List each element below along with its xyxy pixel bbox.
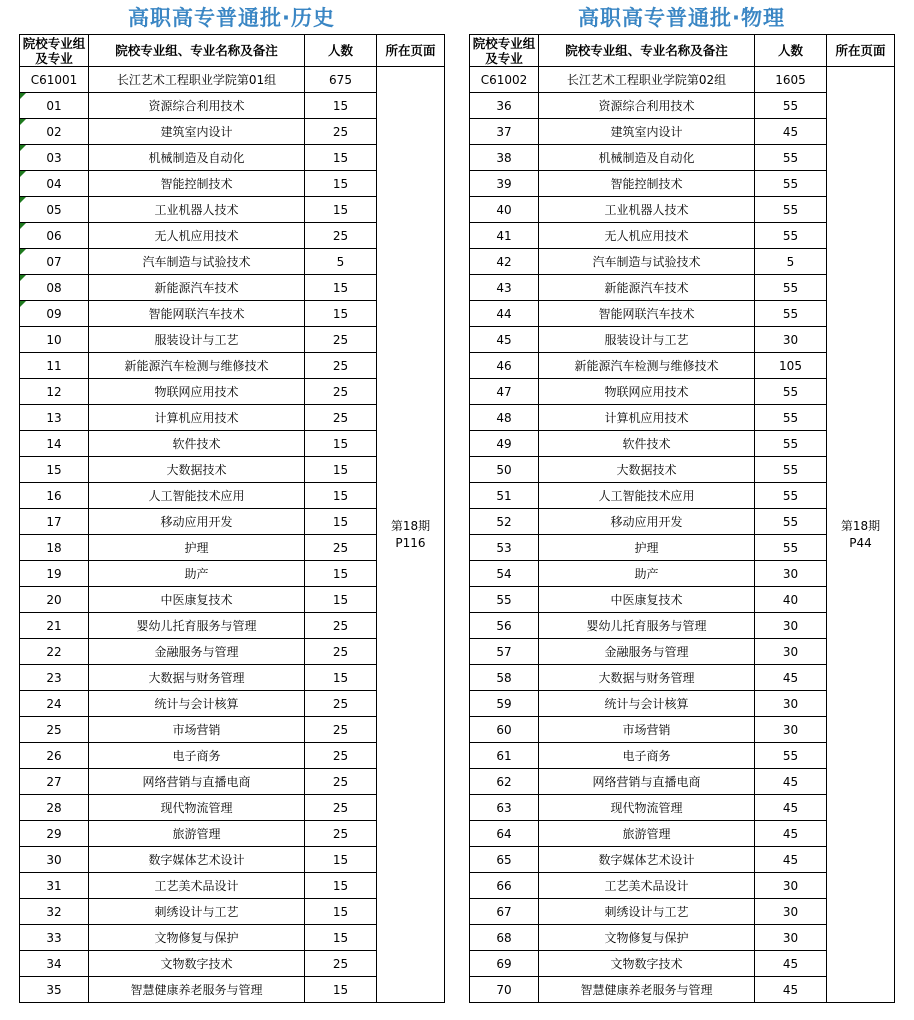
row-count: 25	[305, 821, 377, 847]
row-count: 25	[305, 405, 377, 431]
row-count: 45	[755, 951, 827, 977]
row-code: 49	[470, 431, 539, 457]
row-code: 70	[470, 977, 539, 1003]
row-name: 电子商务	[89, 743, 305, 769]
row-count: 15	[305, 509, 377, 535]
row-code: 01	[20, 93, 89, 119]
row-count: 15	[305, 873, 377, 899]
header-code: 院校专业组及专业	[20, 35, 89, 67]
row-name: 婴幼儿托育服务与管理	[89, 613, 305, 639]
row-count: 55	[755, 223, 827, 249]
row-code: 14	[20, 431, 89, 457]
row-name: 软件技术	[89, 431, 305, 457]
history-panel	[19, 0, 444, 1003]
row-name: 移动应用开发	[539, 509, 755, 535]
row-name: 资源综合利用技术	[89, 93, 305, 119]
physics-panel	[469, 0, 894, 1003]
row-name: 新能源汽车检测与维修技术	[539, 353, 755, 379]
row-name: 长江艺术工程职业学院第02组	[539, 67, 755, 93]
row-name: 智能网联汽车技术	[539, 301, 755, 327]
row-count: 45	[755, 769, 827, 795]
table-row	[20, 67, 445, 93]
row-count: 15	[305, 587, 377, 613]
row-name: 新能源汽车检测与维修技术	[89, 353, 305, 379]
row-count: 5	[305, 249, 377, 275]
row-name: 统计与会计核算	[539, 691, 755, 717]
row-name: 文物修复与保护	[89, 925, 305, 951]
row-name: 软件技术	[539, 431, 755, 457]
row-count: 15	[305, 899, 377, 925]
row-name: 网络营销与直播电商	[539, 769, 755, 795]
row-count: 30	[755, 327, 827, 353]
row-code: 68	[470, 925, 539, 951]
row-count: 15	[305, 93, 377, 119]
row-count: 45	[755, 665, 827, 691]
history-panel-title: 高职高专普通批·历史	[128, 6, 335, 30]
row-code: 54	[470, 561, 539, 587]
page-issue: 第18期	[840, 518, 881, 533]
row-count: 15	[305, 171, 377, 197]
row-code: 58	[470, 665, 539, 691]
row-code: 64	[470, 821, 539, 847]
row-code: 26	[20, 743, 89, 769]
row-name: 旅游管理	[539, 821, 755, 847]
row-count: 15	[305, 977, 377, 1003]
row-code: 20	[20, 587, 89, 613]
row-count: 25	[305, 743, 377, 769]
row-name: 工艺美术品设计	[539, 873, 755, 899]
row-name: 智能网联汽车技术	[89, 301, 305, 327]
row-count: 30	[755, 639, 827, 665]
row-code: 30	[20, 847, 89, 873]
row-name: 数字媒体艺术设计	[539, 847, 755, 873]
row-count: 25	[305, 379, 377, 405]
row-code: 57	[470, 639, 539, 665]
row-count: 15	[305, 197, 377, 223]
row-name: 大数据与财务管理	[539, 665, 755, 691]
row-count: 15	[305, 431, 377, 457]
header-name: 院校专业组、专业名称及备注	[89, 35, 305, 67]
row-name: 统计与会计核算	[89, 691, 305, 717]
row-name: 智能控制技术	[89, 171, 305, 197]
row-name: 智慧健康养老服务与管理	[89, 977, 305, 1003]
row-count: 55	[755, 457, 827, 483]
table-row	[470, 67, 895, 93]
row-count: 55	[755, 197, 827, 223]
row-code: 03	[20, 145, 89, 171]
row-count: 25	[305, 327, 377, 353]
row-count: 45	[755, 795, 827, 821]
row-name: 助产	[89, 561, 305, 587]
row-name: 新能源汽车技术	[89, 275, 305, 301]
row-code: 25	[20, 717, 89, 743]
row-count: 25	[305, 717, 377, 743]
header-page: 所在页面	[827, 35, 895, 67]
row-code: 56	[470, 613, 539, 639]
row-code: 69	[470, 951, 539, 977]
row-code: 28	[20, 795, 89, 821]
header-count: 人数	[305, 35, 377, 67]
row-code: 05	[20, 197, 89, 223]
row-count: 55	[755, 301, 827, 327]
row-count: 30	[755, 925, 827, 951]
row-name: 机械制造及自动化	[89, 145, 305, 171]
row-name: 长江艺术工程职业学院第01组	[89, 67, 305, 93]
physics-table	[469, 34, 895, 1003]
row-code: 42	[470, 249, 539, 275]
row-name: 资源综合利用技术	[539, 93, 755, 119]
row-code: 04	[20, 171, 89, 197]
row-count: 25	[305, 795, 377, 821]
row-code: 53	[470, 535, 539, 561]
row-name: 市场营销	[539, 717, 755, 743]
row-count: 25	[305, 691, 377, 717]
row-name: 物联网应用技术	[539, 379, 755, 405]
row-name: 婴幼儿托育服务与管理	[539, 613, 755, 639]
row-count: 15	[305, 847, 377, 873]
row-code: 22	[20, 639, 89, 665]
row-code: 63	[470, 795, 539, 821]
row-name: 智能控制技术	[539, 171, 755, 197]
row-count: 45	[755, 119, 827, 145]
row-code: C61001	[20, 67, 89, 93]
row-count: 1605	[755, 67, 827, 93]
row-name: 大数据技术	[89, 457, 305, 483]
row-name: 文物数字技术	[539, 951, 755, 977]
row-name: 无人机应用技术	[89, 223, 305, 249]
row-code: 10	[20, 327, 89, 353]
row-name: 金融服务与管理	[539, 639, 755, 665]
page-issue: 第18期	[390, 518, 431, 533]
row-count: 45	[755, 977, 827, 1003]
row-count: 675	[305, 67, 377, 93]
page-number: P116	[395, 535, 426, 550]
row-code: 59	[470, 691, 539, 717]
row-name: 数字媒体艺术设计	[89, 847, 305, 873]
row-count: 55	[755, 483, 827, 509]
history-table	[19, 34, 445, 1003]
row-count: 25	[305, 951, 377, 977]
row-name: 旅游管理	[89, 821, 305, 847]
row-count: 30	[755, 613, 827, 639]
row-code: 41	[470, 223, 539, 249]
row-name: 护理	[539, 535, 755, 561]
row-code: 61	[470, 743, 539, 769]
row-code: 13	[20, 405, 89, 431]
row-name: 工业机器人技术	[89, 197, 305, 223]
row-code: 24	[20, 691, 89, 717]
row-code: 32	[20, 899, 89, 925]
row-name: 服装设计与工艺	[89, 327, 305, 353]
row-name: 物联网应用技术	[89, 379, 305, 405]
row-code: C61002	[470, 67, 539, 93]
row-count: 30	[755, 873, 827, 899]
row-name: 助产	[539, 561, 755, 587]
row-code: 37	[470, 119, 539, 145]
page-reference	[377, 67, 445, 1003]
row-count: 25	[305, 639, 377, 665]
row-code: 43	[470, 275, 539, 301]
row-count: 15	[305, 561, 377, 587]
row-code: 31	[20, 873, 89, 899]
row-code: 16	[20, 483, 89, 509]
row-code: 45	[470, 327, 539, 353]
row-code: 39	[470, 171, 539, 197]
row-code: 52	[470, 509, 539, 535]
row-name: 网络营销与直播电商	[89, 769, 305, 795]
row-name: 服装设计与工艺	[539, 327, 755, 353]
row-count: 55	[755, 509, 827, 535]
row-name: 大数据与财务管理	[89, 665, 305, 691]
row-code: 02	[20, 119, 89, 145]
row-name: 文物数字技术	[89, 951, 305, 977]
header-code: 院校专业组及专业	[470, 35, 539, 67]
row-count: 45	[755, 821, 827, 847]
row-count: 15	[305, 925, 377, 951]
row-count: 25	[305, 353, 377, 379]
row-code: 34	[20, 951, 89, 977]
row-code: 33	[20, 925, 89, 951]
header-name: 院校专业组、专业名称及备注	[539, 35, 755, 67]
row-code: 18	[20, 535, 89, 561]
row-name: 新能源汽车技术	[539, 275, 755, 301]
row-name: 建筑室内设计	[539, 119, 755, 145]
row-code: 15	[20, 457, 89, 483]
row-code: 19	[20, 561, 89, 587]
row-count: 25	[305, 769, 377, 795]
row-count: 25	[305, 535, 377, 561]
header-page: 所在页面	[377, 35, 445, 67]
row-name: 现代物流管理	[89, 795, 305, 821]
row-count: 55	[755, 379, 827, 405]
row-code: 09	[20, 301, 89, 327]
row-count: 55	[755, 535, 827, 561]
row-code: 11	[20, 353, 89, 379]
row-code: 48	[470, 405, 539, 431]
row-code: 55	[470, 587, 539, 613]
row-count: 30	[755, 717, 827, 743]
row-count: 30	[755, 691, 827, 717]
row-count: 25	[305, 223, 377, 249]
row-count: 15	[305, 275, 377, 301]
row-name: 文物修复与保护	[539, 925, 755, 951]
row-code: 62	[470, 769, 539, 795]
row-name: 刺绣设计与工艺	[539, 899, 755, 925]
row-code: 36	[470, 93, 539, 119]
row-code: 06	[20, 223, 89, 249]
row-count: 55	[755, 431, 827, 457]
row-code: 47	[470, 379, 539, 405]
page-reference	[827, 67, 895, 1003]
row-name: 工业机器人技术	[539, 197, 755, 223]
row-name: 工艺美术品设计	[89, 873, 305, 899]
row-count: 55	[755, 405, 827, 431]
row-count: 55	[755, 171, 827, 197]
row-code: 07	[20, 249, 89, 275]
row-count: 15	[305, 457, 377, 483]
row-count: 55	[755, 93, 827, 119]
row-code: 40	[470, 197, 539, 223]
header-count: 人数	[755, 35, 827, 67]
row-code: 17	[20, 509, 89, 535]
row-code: 12	[20, 379, 89, 405]
row-code: 65	[470, 847, 539, 873]
row-code: 35	[20, 977, 89, 1003]
physics-panel-title: 高职高专普通批·物理	[578, 6, 785, 30]
row-code: 38	[470, 145, 539, 171]
row-name: 汽车制造与试验技术	[539, 249, 755, 275]
row-code: 29	[20, 821, 89, 847]
row-name: 建筑室内设计	[89, 119, 305, 145]
row-code: 21	[20, 613, 89, 639]
row-name: 护理	[89, 535, 305, 561]
row-name: 刺绣设计与工艺	[89, 899, 305, 925]
row-count: 30	[755, 899, 827, 925]
row-code: 08	[20, 275, 89, 301]
row-name: 中医康复技术	[89, 587, 305, 613]
row-name: 无人机应用技术	[539, 223, 755, 249]
row-code: 60	[470, 717, 539, 743]
row-code: 66	[470, 873, 539, 899]
row-name: 计算机应用技术	[539, 405, 755, 431]
row-name: 移动应用开发	[89, 509, 305, 535]
header-row	[470, 35, 895, 67]
row-name: 金融服务与管理	[89, 639, 305, 665]
row-count: 25	[305, 613, 377, 639]
row-count: 15	[305, 301, 377, 327]
row-code: 44	[470, 301, 539, 327]
row-count: 15	[305, 665, 377, 691]
row-name: 计算机应用技术	[89, 405, 305, 431]
row-count: 15	[305, 145, 377, 171]
row-code: 46	[470, 353, 539, 379]
row-count: 55	[755, 275, 827, 301]
row-count: 55	[755, 145, 827, 171]
row-code: 27	[20, 769, 89, 795]
row-code: 50	[470, 457, 539, 483]
row-name: 市场营销	[89, 717, 305, 743]
row-name: 现代物流管理	[539, 795, 755, 821]
row-count: 25	[305, 119, 377, 145]
row-count: 105	[755, 353, 827, 379]
row-code: 23	[20, 665, 89, 691]
row-count: 55	[755, 743, 827, 769]
row-count: 5	[755, 249, 827, 275]
row-name: 汽车制造与试验技术	[89, 249, 305, 275]
row-name: 人工智能技术应用	[89, 483, 305, 509]
row-count: 30	[755, 561, 827, 587]
row-name: 人工智能技术应用	[539, 483, 755, 509]
row-name: 机械制造及自动化	[539, 145, 755, 171]
page-number: P44	[849, 535, 872, 550]
row-name: 智慧健康养老服务与管理	[539, 977, 755, 1003]
row-name: 电子商务	[539, 743, 755, 769]
row-count: 15	[305, 483, 377, 509]
row-name: 大数据技术	[539, 457, 755, 483]
row-name: 中医康复技术	[539, 587, 755, 613]
row-code: 51	[470, 483, 539, 509]
row-count: 40	[755, 587, 827, 613]
row-code: 67	[470, 899, 539, 925]
row-count: 45	[755, 847, 827, 873]
header-row	[20, 35, 445, 67]
